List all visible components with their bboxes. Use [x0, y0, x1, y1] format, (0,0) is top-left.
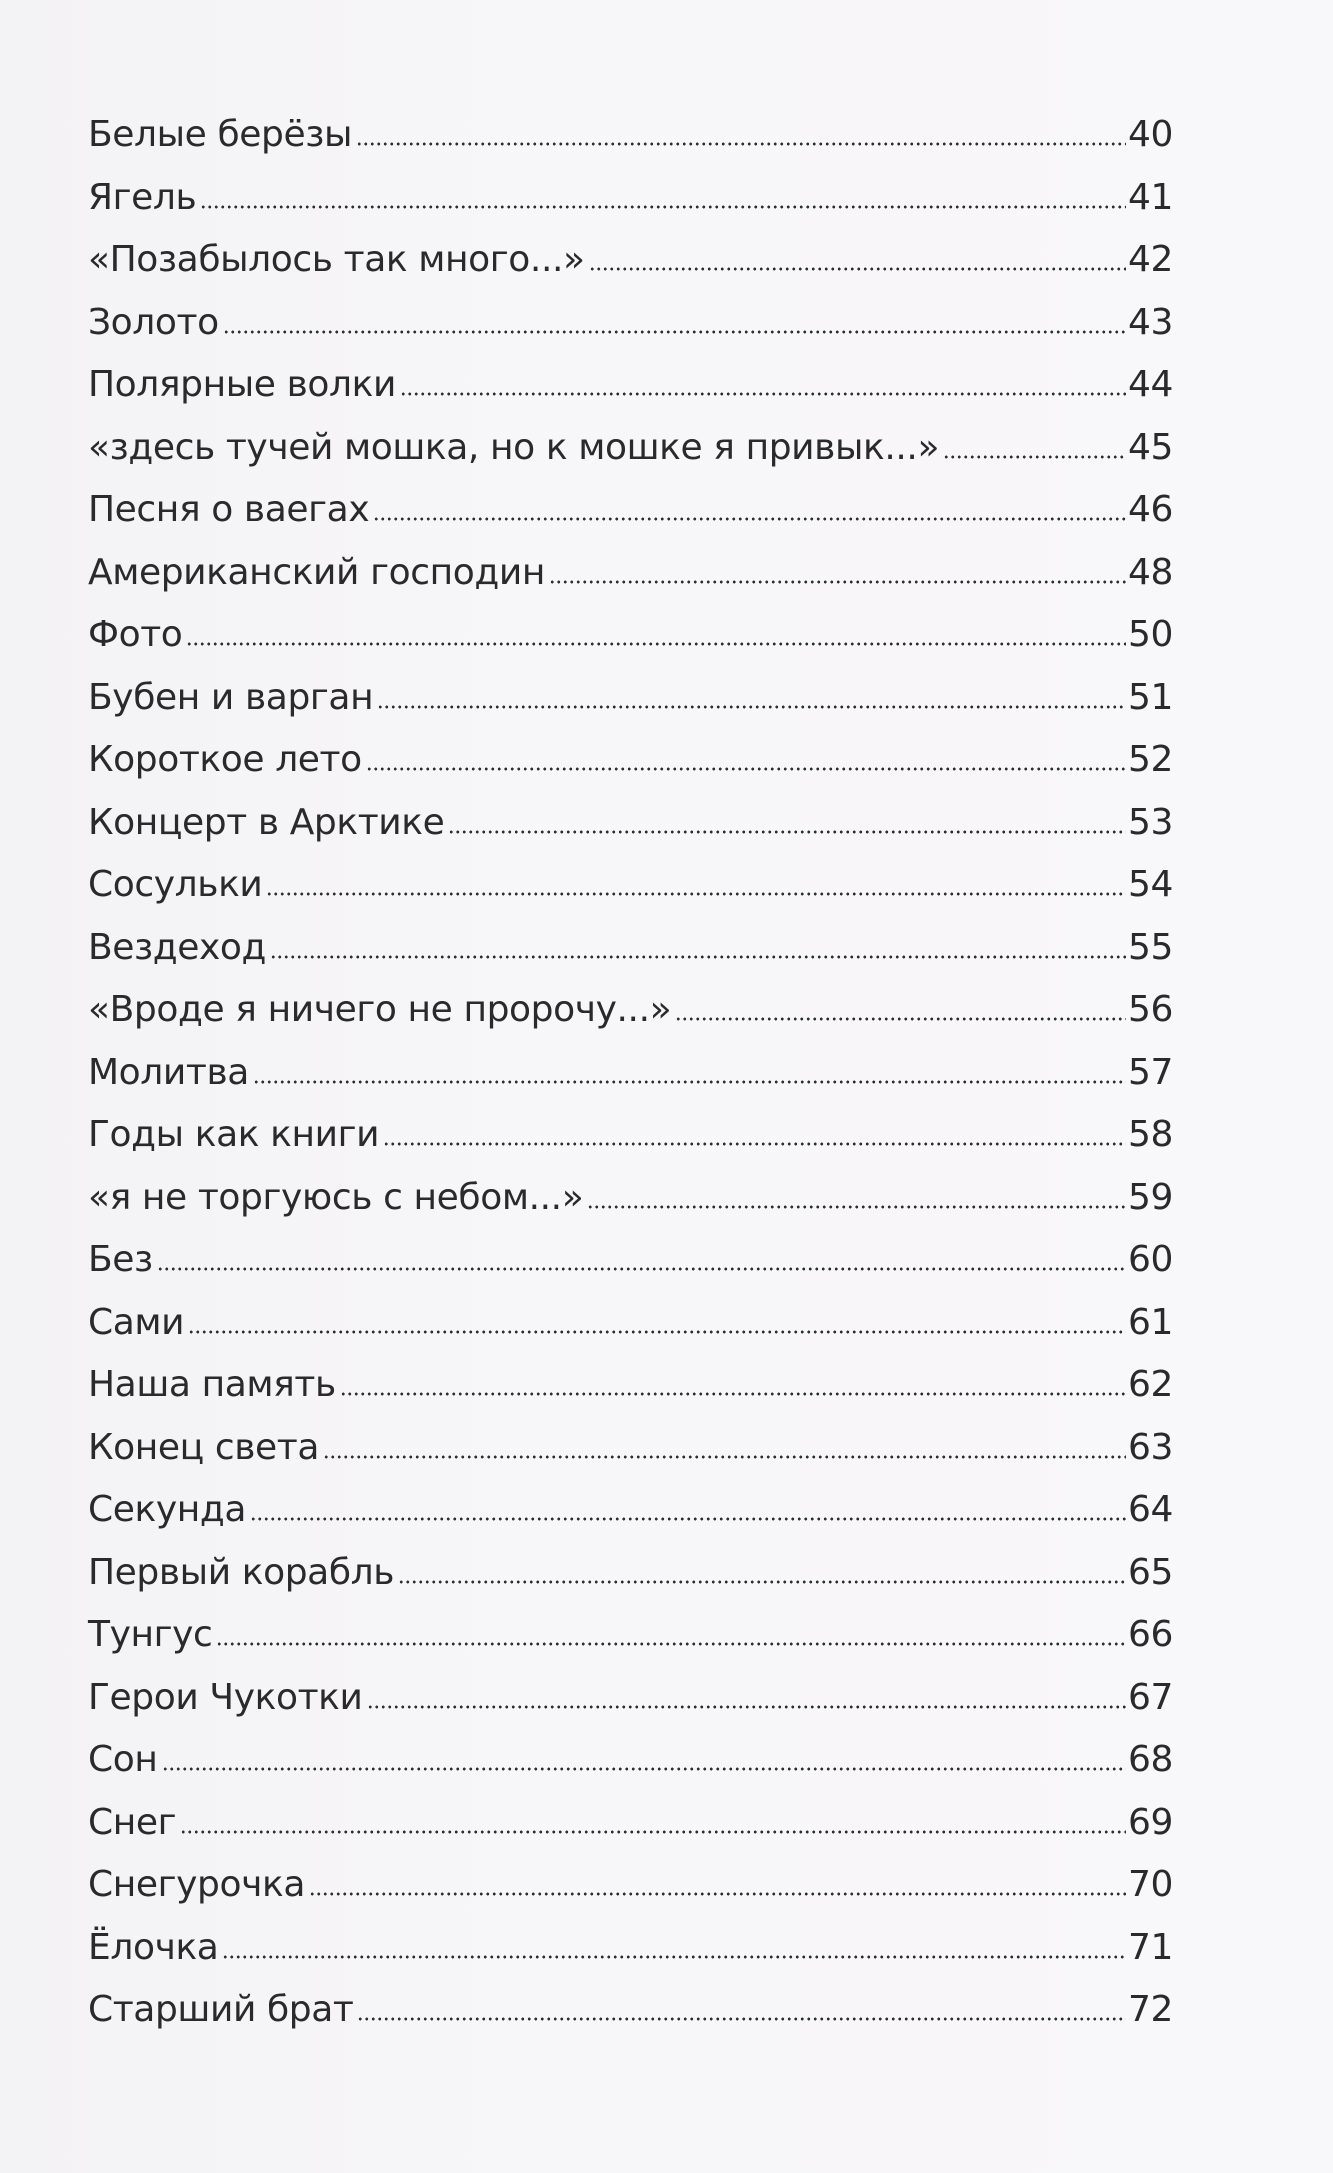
toc-entry-title: Без	[88, 1239, 153, 1280]
toc-entry	[88, 417, 1173, 480]
dot-leader	[448, 830, 1126, 834]
toc-entry-title: Белые берёзы	[88, 114, 352, 155]
dot-leader	[309, 1892, 1126, 1896]
dot-leader	[398, 1580, 1126, 1584]
toc-entry-title: Золото	[88, 301, 219, 343]
toc-entry-title: Наша память	[88, 1364, 336, 1405]
toc-entry	[88, 917, 1173, 980]
toc-entry-title: Старший брат	[88, 1989, 354, 2030]
toc-entry	[88, 667, 1173, 730]
dot-leader	[253, 1080, 1126, 1084]
dot-leader	[340, 1392, 1126, 1396]
toc-entry-page-number: 63	[1127, 1426, 1173, 1468]
dot-leader	[223, 330, 1126, 334]
toc-entry-page-number: 66	[1127, 1614, 1173, 1655]
toc-entry	[88, 167, 1173, 230]
toc-entry	[88, 1042, 1173, 1105]
toc-entry-title: Американский господин	[88, 551, 546, 593]
toc-entry-page-number: 44	[1127, 364, 1173, 405]
toc-entry-title: Сон	[88, 1739, 158, 1780]
toc-entry	[88, 229, 1173, 292]
toc-entry-page-number: 65	[1127, 1551, 1173, 1593]
toc-entry-page-number: 52	[1127, 739, 1173, 780]
dot-leader	[250, 1517, 1126, 1521]
toc-entry-page-number: 67	[1127, 1676, 1173, 1718]
toc-entry-page-number: 68	[1127, 1739, 1173, 1780]
toc-entry-page-number: 62	[1127, 1364, 1173, 1405]
toc-entry-page-number: 43	[1127, 301, 1173, 343]
toc-entry	[88, 1417, 1173, 1480]
toc-entry-page-number: 40	[1127, 114, 1173, 155]
toc-entry-title: Герои Чукотки	[88, 1676, 363, 1718]
toc-entry-title: Первый корабль	[88, 1551, 395, 1593]
toc-entry-page-number: 71	[1127, 1926, 1173, 1968]
dot-leader	[157, 1267, 1126, 1271]
toc-entry-title: Ёлочка	[88, 1926, 219, 1968]
toc-entry-page-number: 51	[1127, 676, 1173, 718]
dot-leader	[323, 1455, 1126, 1459]
toc-entry	[88, 1479, 1173, 1542]
toc-entry	[88, 1667, 1173, 1730]
toc-entry-page-number: 48	[1127, 551, 1173, 593]
toc-entry-page-number: 55	[1127, 926, 1173, 968]
toc-entry-title: Короткое лето	[88, 739, 362, 780]
toc-entry-title: Годы как книги	[88, 1114, 380, 1155]
toc-entry	[88, 1292, 1173, 1355]
toc-entry-page-number: 46	[1127, 489, 1173, 530]
dot-leader	[400, 392, 1126, 396]
toc-entry	[88, 1167, 1173, 1230]
dot-leader	[162, 1767, 1126, 1771]
toc-entry-title: Ягель	[88, 176, 197, 218]
dot-leader	[356, 142, 1126, 146]
toc-entry	[88, 479, 1173, 542]
toc-entry-title: «здесь тучей мошка, но к мошке я привык...»	[88, 426, 940, 468]
toc-entry-title: Конец света	[88, 1426, 320, 1468]
toc-entry	[88, 604, 1173, 667]
toc-entry-title: Концерт в Арктике	[88, 801, 445, 843]
toc-entry-page-number: 64	[1127, 1489, 1173, 1530]
toc-entry	[88, 979, 1173, 1042]
dot-leader	[266, 892, 1126, 896]
toc-entry-title: Снег	[88, 1801, 177, 1843]
toc-entry	[88, 729, 1173, 792]
dot-leader	[186, 642, 1126, 646]
toc-entry	[88, 1917, 1173, 1980]
toc-entry	[88, 104, 1173, 167]
dot-leader	[180, 1830, 1126, 1834]
toc-entry-page-number: 41	[1127, 176, 1173, 218]
toc-entry-title: Вездеход	[88, 926, 267, 968]
dot-leader	[943, 455, 1126, 459]
dot-leader	[366, 767, 1126, 771]
toc-entry-page-number: 58	[1127, 1114, 1173, 1155]
toc-entry-page-number: 50	[1127, 614, 1173, 655]
toc-entry-page-number: 56	[1127, 989, 1173, 1030]
toc-entry-title: Сами	[88, 1301, 185, 1343]
toc-entry-title: Полярные волки	[88, 364, 396, 405]
toc-entry	[88, 1104, 1173, 1167]
dot-leader	[373, 517, 1126, 521]
toc-entry-page-number: 69	[1127, 1801, 1173, 1843]
toc-entry	[88, 1604, 1173, 1667]
toc-entry-title: Молитва	[88, 1051, 249, 1093]
toc-entry-title: Бубен и варган	[88, 676, 374, 718]
toc-entry	[88, 1792, 1173, 1855]
toc-entry-title: Сосульки	[88, 864, 263, 905]
dot-leader	[357, 2017, 1126, 2021]
dot-leader	[675, 1017, 1126, 1021]
toc-entry-page-number: 42	[1127, 239, 1173, 280]
table-of-contents	[88, 104, 1173, 2042]
dot-leader	[549, 580, 1126, 584]
toc-entry	[88, 354, 1173, 417]
toc-entry-title: Песня о ваегах	[88, 489, 370, 530]
toc-entry-title: «Вроде я ничего не пророчу...»	[88, 989, 672, 1030]
toc-entry-title: Секунда	[88, 1489, 247, 1530]
toc-entry-title: «Позабылось так много...»	[88, 239, 585, 280]
toc-entry-page-number: 57	[1127, 1051, 1173, 1093]
dot-leader	[216, 1642, 1126, 1646]
toc-entry-page-number: 59	[1127, 1176, 1173, 1218]
dot-leader	[222, 1955, 1126, 1959]
toc-entry-page-number: 70	[1127, 1864, 1173, 1905]
dot-leader	[188, 1330, 1126, 1334]
toc-entry-page-number: 60	[1127, 1239, 1173, 1280]
dot-leader	[200, 205, 1126, 209]
dot-leader	[367, 1705, 1126, 1709]
dot-leader	[270, 955, 1126, 959]
toc-entry-page-number: 45	[1127, 426, 1173, 468]
toc-entry	[88, 1542, 1173, 1605]
toc-entry	[88, 292, 1173, 355]
toc-entry-title: «я не торгуюсь с небом...»	[88, 1176, 584, 1218]
dot-leader	[589, 267, 1126, 271]
toc-entry	[88, 792, 1173, 855]
toc-entry-title: Снегурочка	[88, 1864, 305, 1905]
toc-entry	[88, 542, 1173, 605]
toc-entry-title: Тунгус	[88, 1614, 213, 1655]
toc-entry-title: Фото	[88, 614, 183, 655]
toc-entry	[88, 1854, 1173, 1917]
toc-entry	[88, 1229, 1173, 1292]
toc-entry	[88, 854, 1173, 917]
dot-leader	[383, 1142, 1126, 1146]
toc-entry	[88, 1729, 1173, 1792]
toc-entry	[88, 1979, 1173, 2042]
dot-leader	[587, 1205, 1126, 1209]
toc-entry-page-number: 72	[1127, 1989, 1173, 2030]
toc-entry	[88, 1354, 1173, 1417]
toc-entry-page-number: 53	[1127, 801, 1173, 843]
toc-entry-page-number: 61	[1127, 1301, 1173, 1343]
toc-entry-page-number: 54	[1127, 864, 1173, 905]
dot-leader	[377, 705, 1126, 709]
